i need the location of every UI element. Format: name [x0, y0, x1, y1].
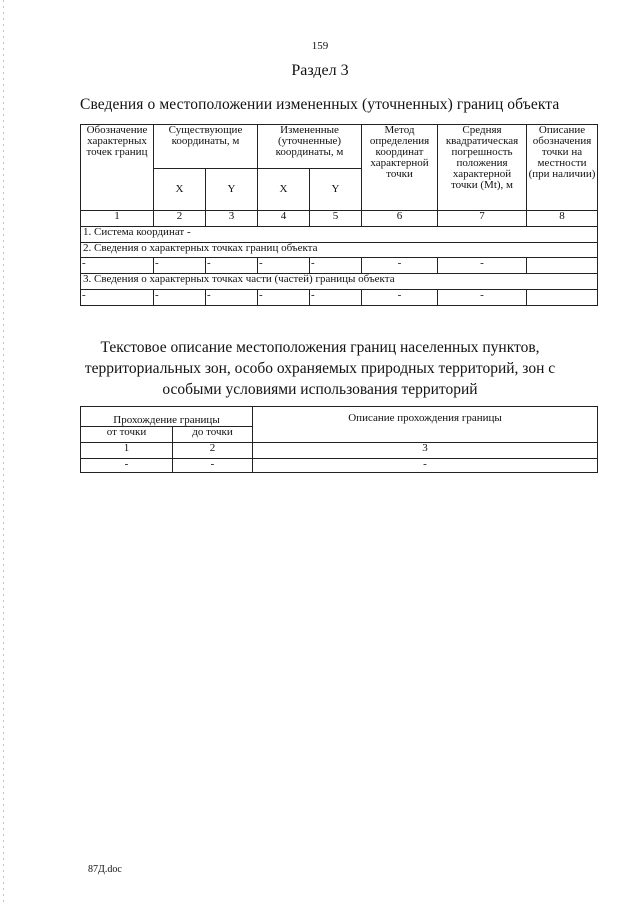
section-title: Раздел 3 — [291, 62, 349, 79]
table-cell: - — [154, 258, 206, 274]
page-number: 159 — [311, 40, 329, 52]
table-cell: - — [206, 258, 258, 274]
table-cell: - — [81, 290, 154, 306]
table-cell: - — [438, 258, 527, 274]
scan-edge — [3, 0, 4, 905]
table-row — [81, 459, 598, 473]
table-cell — [527, 290, 598, 306]
coordinate-system-cell: 1. Система координат - — [81, 227, 598, 243]
table-cell: - — [438, 290, 527, 306]
header-passage: Прохождение границы — [81, 407, 253, 427]
header-y-changed: Y — [310, 169, 362, 211]
column-numbers-row — [81, 443, 598, 459]
header-existing-coords: Существующие координаты, м — [154, 125, 258, 169]
column-number: 8 — [527, 211, 598, 227]
table-cell — [527, 258, 598, 274]
header-from-point: от точки — [81, 427, 173, 443]
table-cell: - — [253, 459, 598, 473]
boundary-description-table — [80, 406, 598, 473]
heading-line: особыми условиями использования территорий — [162, 381, 478, 398]
table-cell: - — [154, 290, 206, 306]
column-number: 7 — [438, 211, 527, 227]
table-cell: - — [81, 258, 154, 274]
header-y-existing: Y — [206, 169, 258, 211]
column-number: 4 — [258, 211, 310, 227]
table-row — [81, 290, 598, 306]
column-number: 2 — [173, 443, 253, 459]
footer-filename: 87Д.doc — [88, 864, 122, 875]
coordinates-table — [80, 124, 598, 306]
table-cell: - — [81, 459, 173, 473]
table-cell: - — [310, 258, 362, 274]
table-cell: - — [258, 258, 310, 274]
header-point-designation: Обозначение характерных точек границ — [81, 125, 154, 211]
table1-heading: Сведения о местоположении измененных (уточненных) границ объекта — [80, 96, 560, 113]
header-description: Описание обозначения точки на местности (при наличии) — [527, 125, 598, 211]
heading-line: Текстовое описание местоположения границ населенных пунктов, — [100, 339, 540, 356]
column-number: 3 — [253, 443, 598, 459]
coordinate-system-row — [81, 227, 598, 243]
header-x-changed: X — [258, 169, 310, 211]
table-cell: - — [206, 290, 258, 306]
section2-row — [81, 243, 598, 258]
table-cell: - — [173, 459, 253, 473]
section3-cell: 3. Сведения о характерных точках части (частей) границы объекта — [81, 274, 598, 290]
table-cell: - — [258, 290, 310, 306]
column-number: 1 — [81, 443, 173, 459]
header-changed-coords: Измененные (уточненные) координаты, м — [258, 125, 362, 169]
header-row — [81, 407, 598, 427]
table2-heading — [0, 337, 640, 400]
column-number: 2 — [154, 211, 206, 227]
header-passage-description: Описание прохождения границы — [253, 407, 598, 443]
table-cell: - — [362, 290, 438, 306]
section3-row — [81, 274, 598, 290]
table-row — [81, 258, 598, 274]
column-number: 1 — [81, 211, 154, 227]
column-number: 6 — [362, 211, 438, 227]
section2-cell: 2. Сведения о характерных точках границ объекта — [81, 243, 598, 258]
table-cell: - — [362, 258, 438, 274]
column-numbers-row — [81, 211, 598, 227]
column-number: 3 — [206, 211, 258, 227]
header-x-existing: X — [154, 169, 206, 211]
table-cell: - — [310, 290, 362, 306]
heading-line: территориальных зон, особо охраняемых природных территорий, зон с — [84, 360, 556, 377]
header-row — [81, 125, 598, 169]
header-to-point: до точки — [173, 427, 253, 443]
header-error: Средняя квадратическая погрешность положения характерной точки (Mt), м — [438, 125, 527, 211]
header-method: Метод определения координат характерной точки — [362, 125, 438, 211]
column-number: 5 — [310, 211, 362, 227]
